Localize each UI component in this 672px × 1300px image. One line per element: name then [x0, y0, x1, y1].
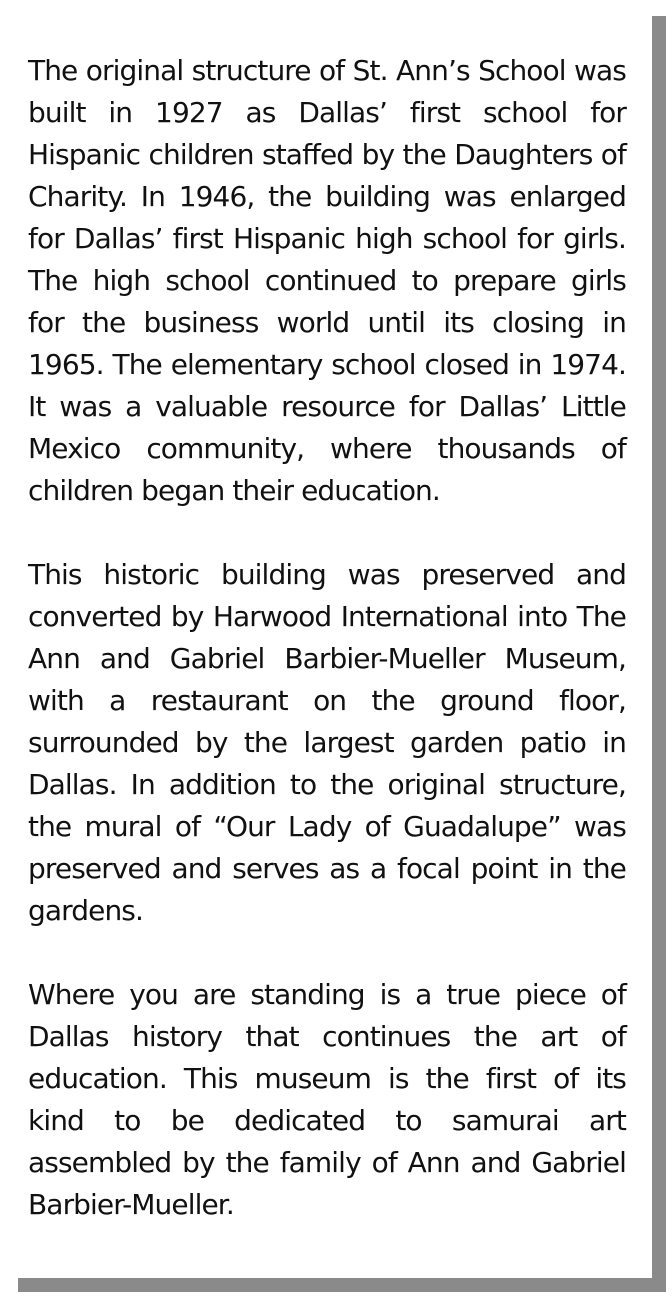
paragraph-history: The original structure of St. Ann’s School was built in 1927 as Dallas’ first school for Hispanic children staffed by the Daughters of Charity. In 1946, the building was enlarged for Dallas’ first Hispanic high school for girls. The high school continued to prepare girls for the business world until its closing in 1965. The elementary school closed in 1974. It was a valuable resource for Dallas’ Little Mexico community, where thousands of children began their education.	[28, 54, 626, 507]
paragraph-museum: Where you are standing is a true piece of Dallas history that continues the art of education. This museum is the first of its kind to be dedicated to samurai art assembled by the family of Ann and Gabriel Barbier-Mueller.	[28, 978, 626, 1221]
info-panel	[6, 4, 652, 1278]
panel-text	[28, 50, 626, 1226]
paragraph-preservation: This historic building was preserved and converted by Harwood International into The Ann and Gabriel Barbier-Mueller Museum, with a restaurant on the ground floor, surrounded by the largest garden patio in Dallas. In addition to the original structure, the mural of “Our Lady of Guadalupe” was preserved and serves as a focal point in the gardens.	[28, 558, 626, 927]
